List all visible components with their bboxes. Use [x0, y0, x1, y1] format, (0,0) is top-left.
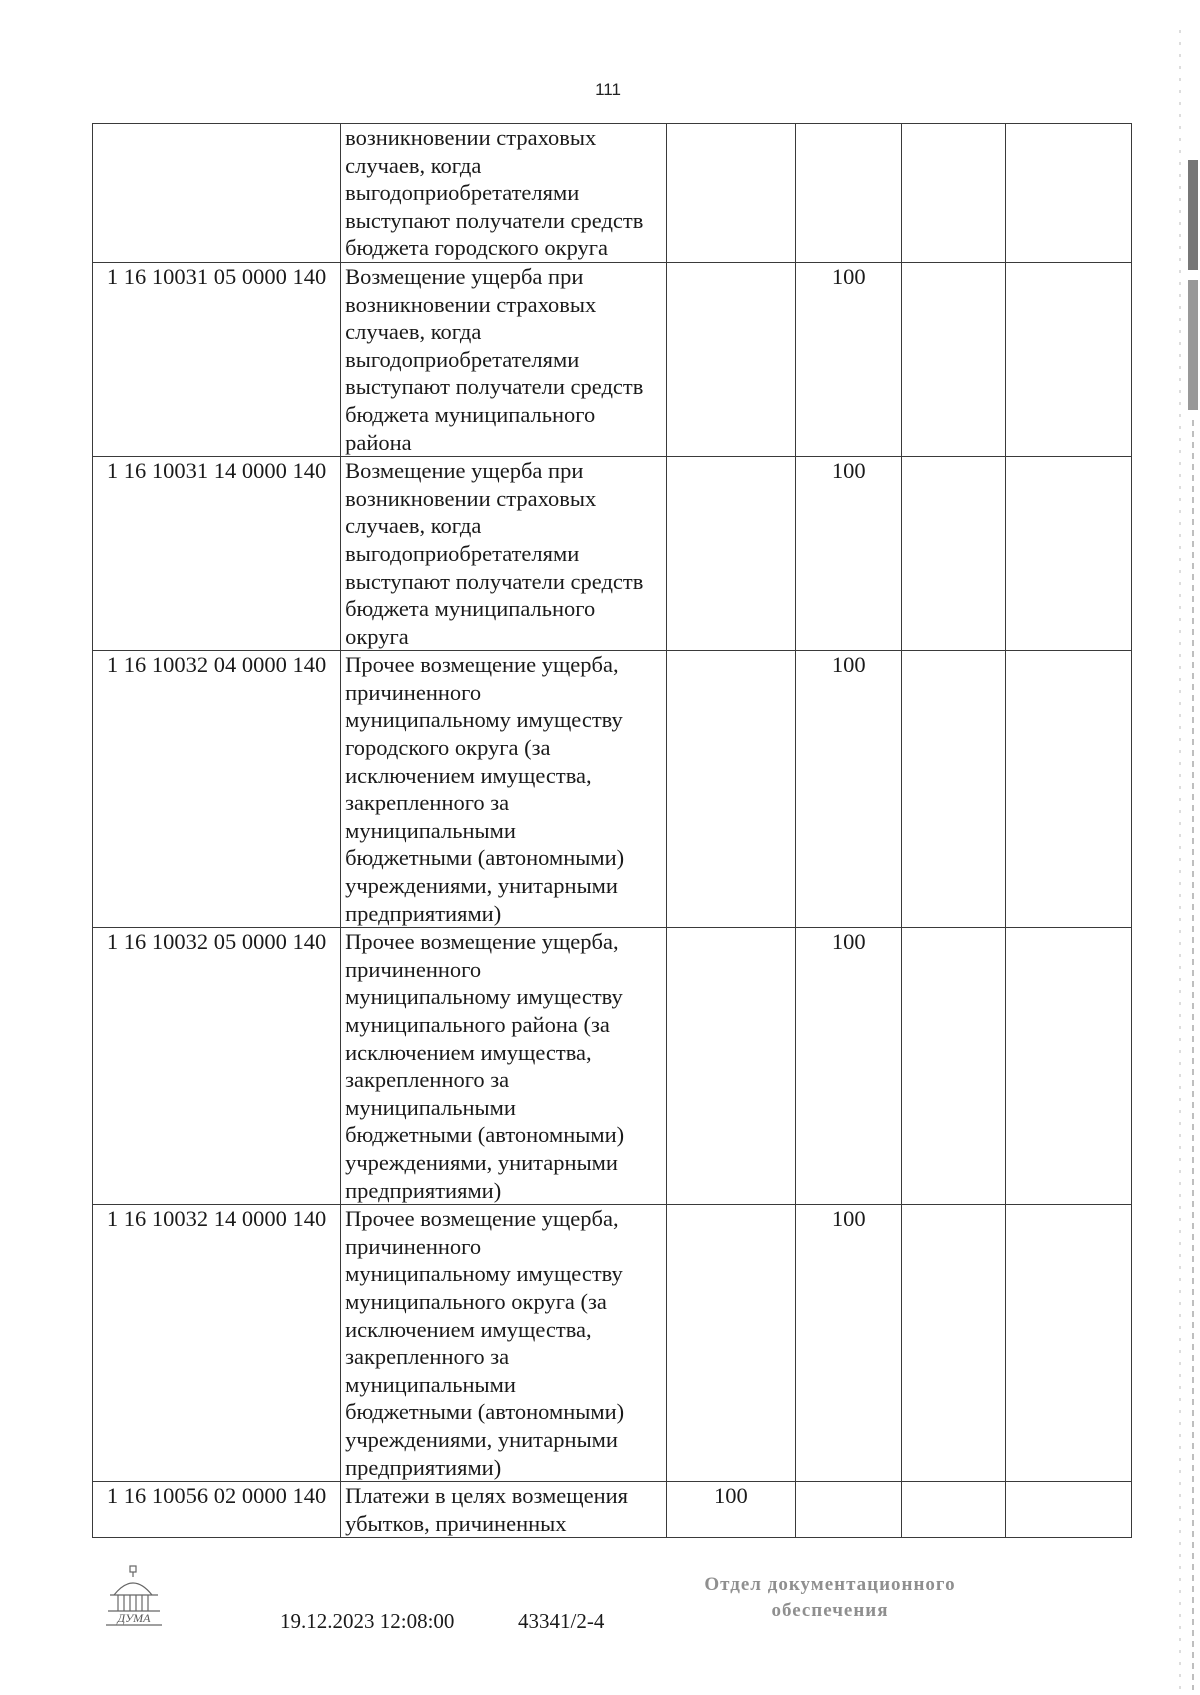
percentage-cell-col3 [666, 457, 795, 651]
description-line: случаев, когда [345, 152, 482, 178]
description-line: предприятиями) [345, 1454, 502, 1480]
description-line: бюджетными (автономными) [345, 845, 625, 871]
budget-table-body [93, 124, 1132, 1538]
percentage-cell-col6 [1005, 1205, 1131, 1482]
description-line: исключением имущества, [345, 1039, 592, 1065]
description-line: закрепленного за [345, 1344, 510, 1370]
description-line: возникновении страховых [345, 485, 597, 511]
logo-caption: ДУМА [117, 1611, 151, 1625]
revenue-code-cell: 1 16 10032 04 0000 140 [93, 651, 341, 928]
description-line: выступают получатели средств [345, 207, 644, 233]
percentage-cell-col3 [666, 1205, 795, 1482]
department-stamp [690, 1572, 970, 1624]
percentage-cell-col5 [902, 928, 1005, 1205]
percentage-cell-col6 [1005, 457, 1131, 651]
description-line: предприятиями) [345, 1177, 502, 1203]
percentage-cell-col3 [666, 124, 795, 263]
description-line: случаев, когда [345, 319, 482, 345]
percentage-cell-col3 [666, 262, 795, 456]
percentage-cell-col3: 100 [666, 1482, 795, 1538]
description-line: района [345, 429, 412, 455]
revenue-code-cell: 1 16 10032 14 0000 140 [93, 1205, 341, 1482]
percentage-cell-col5 [902, 1482, 1005, 1538]
percentage-cell-col5 [902, 1205, 1005, 1482]
percentage-cell-col5 [902, 262, 1005, 456]
percentage-cell-col6 [1005, 928, 1131, 1205]
description-line: учреждениями, унитарными [345, 1426, 618, 1452]
percentage-cell-col4: 100 [795, 1205, 901, 1482]
description-line: Прочее возмещение ущерба, [345, 652, 619, 678]
percentage-cell-col4 [795, 124, 901, 263]
description-line: муниципальному имуществу [345, 707, 623, 733]
revenue-code-cell: 1 16 10032 05 0000 140 [93, 928, 341, 1205]
description-line: учреждениями, унитарными [345, 873, 618, 899]
description-line: муниципальными [345, 1371, 516, 1397]
table-row [93, 457, 1132, 651]
description-line: муниципальными [345, 817, 516, 843]
description-line: бюджета муниципального [345, 596, 596, 622]
description-line: случаев, когда [345, 513, 482, 539]
percentage-cell-col5 [902, 651, 1005, 928]
revenue-description-cell [341, 1482, 667, 1538]
percentage-cell-col4 [795, 1482, 901, 1538]
page-number: 111 [595, 80, 621, 99]
description-line: предприятиями) [345, 900, 502, 926]
percentage-cell-col4: 100 [795, 457, 901, 651]
revenue-description-cell [341, 124, 667, 263]
description-line: Прочее возмещение ущерба, [345, 1206, 619, 1232]
description-line: муниципальному имуществу [345, 1261, 623, 1287]
table-row [93, 262, 1132, 456]
description-line: выступают получатели средств [345, 374, 644, 400]
revenue-description-cell [341, 457, 667, 651]
department-stamp-line: Отдел документационного [704, 1574, 956, 1595]
description-line: муниципального района (за [345, 1012, 610, 1037]
scan-edge-artifact [1174, 0, 1200, 1695]
department-stamp-line: обеспечения [771, 1600, 889, 1621]
percentage-cell-col3 [666, 651, 795, 928]
table-row [93, 1482, 1132, 1538]
description-line: Платежи в целях возмещения [345, 1483, 629, 1509]
description-line: исключением имущества, [345, 762, 592, 788]
description-line: городского округа (за [345, 735, 551, 761]
description-line: бюджетными (автономными) [345, 1399, 625, 1425]
description-line: округа [345, 623, 409, 649]
percentage-cell-col4: 100 [795, 651, 901, 928]
table-row [93, 928, 1132, 1205]
description-line: причиненного [345, 956, 482, 982]
description-line: муниципальными [345, 1094, 516, 1120]
description-line: причиненного [345, 1233, 482, 1259]
description-line: закрепленного за [345, 1067, 510, 1093]
description-line: бюджетными (автономными) [345, 1122, 625, 1148]
percentage-cell-col3 [666, 928, 795, 1205]
description-line: муниципального округа (за [345, 1288, 607, 1314]
table-row [93, 124, 1132, 263]
description-line: Прочее возмещение ущерба, [345, 929, 619, 955]
description-line: муниципальному имуществу [345, 984, 623, 1010]
revenue-description-cell [341, 651, 667, 928]
percentage-cell-col6 [1005, 1482, 1131, 1538]
revenue-code-cell: 1 16 10056 02 0000 140 [93, 1482, 341, 1538]
description-line: выгодоприобретателями [345, 180, 580, 206]
revenue-description-cell [341, 262, 667, 456]
description-line: бюджета городского округа [345, 235, 609, 261]
registration-datetime: 19.12.2023 12:08:00 [280, 1609, 455, 1633]
table-row [93, 1205, 1132, 1482]
description-line: учреждениями, унитарными [345, 1149, 618, 1175]
revenue-description-cell [341, 1205, 667, 1482]
description-line: исключением имущества, [345, 1316, 592, 1342]
budget-table [92, 123, 1132, 1538]
percentage-cell-col6 [1005, 124, 1131, 263]
revenue-code-cell: 1 16 10031 14 0000 140 [93, 457, 341, 651]
description-line: выгодоприобретателями [345, 540, 580, 566]
percentage-cell-col5 [902, 124, 1005, 263]
description-line: выступают получатели средств [345, 568, 644, 594]
percentage-cell-col5 [902, 457, 1005, 651]
revenue-description-cell [341, 928, 667, 1205]
percentage-cell-col4: 100 [795, 262, 901, 456]
revenue-code-cell [93, 124, 341, 263]
description-line: возникновении страховых [345, 125, 597, 150]
description-line: Возмещение ущерба при [345, 458, 584, 484]
registration-number: 43341/2-4 [518, 1609, 605, 1633]
description-line: убытков, причиненных [345, 1510, 567, 1536]
description-line: Возмещение ущерба при [345, 263, 584, 289]
description-line: закрепленного за [345, 790, 510, 816]
percentage-cell-col4: 100 [795, 928, 901, 1205]
description-line: причиненного [345, 679, 482, 705]
description-line: выгодоприобретателями [345, 346, 580, 372]
description-line: возникновении страховых [345, 291, 597, 317]
percentage-cell-col6 [1005, 262, 1131, 456]
percentage-cell-col6 [1005, 651, 1131, 928]
revenue-code-cell: 1 16 10031 05 0000 140 [93, 262, 341, 456]
description-line: бюджета муниципального [345, 401, 596, 427]
table-row [93, 651, 1132, 928]
